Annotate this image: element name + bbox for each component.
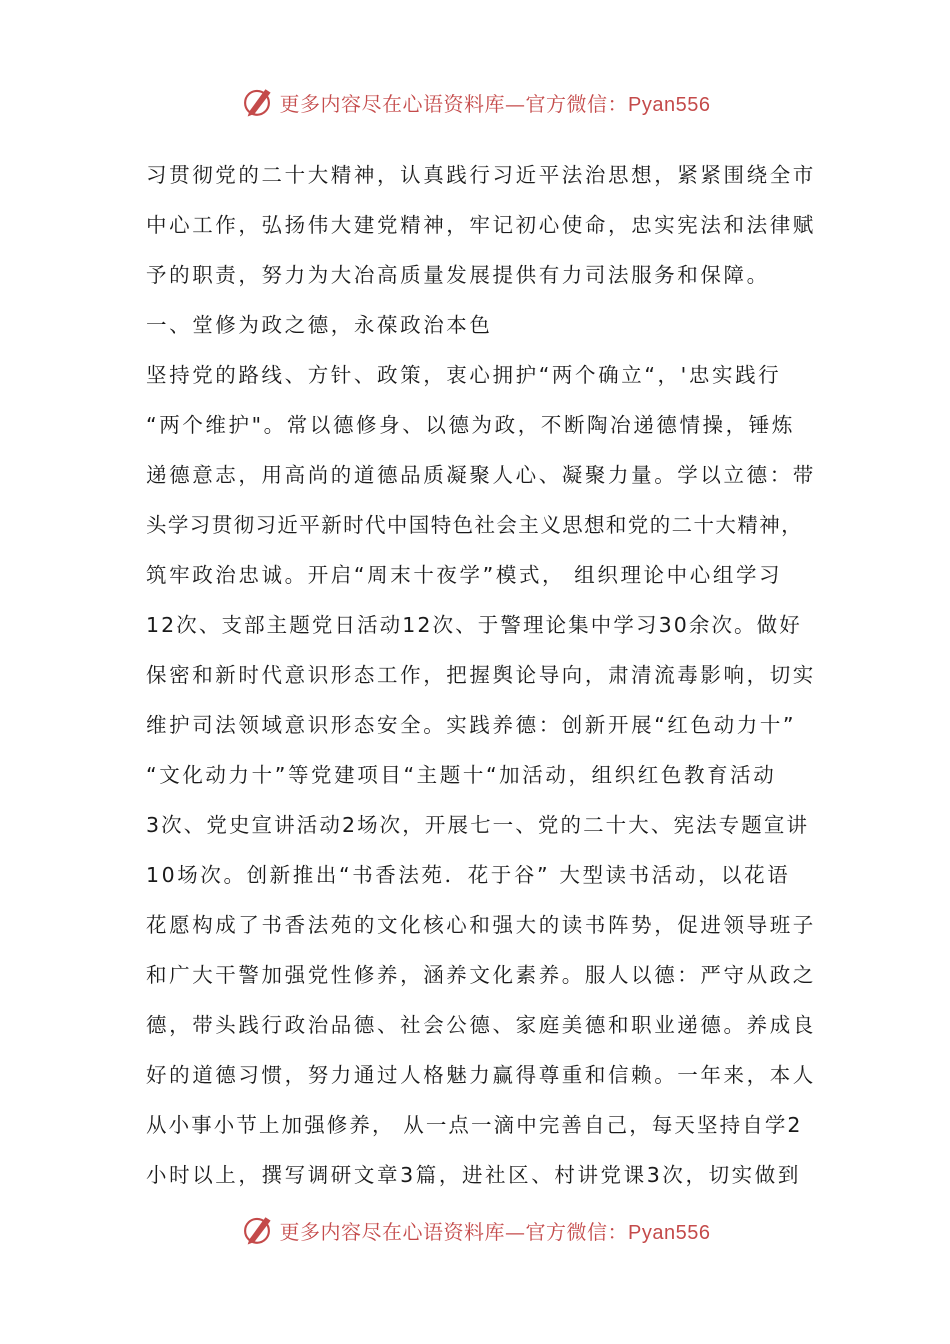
header-banner-inner — [240, 85, 711, 119]
body-line: 从小事小节上加强修养， 从一点一滴中完善自己，每天坚持自学2 — [146, 1113, 803, 1137]
footer-banner-label: 更多内容尽在心语资料库—官方微信： — [279, 1219, 629, 1244]
body-line: 递德意志，用高尚的道德品质凝聚人心、凝聚力量。学以立德：带 — [146, 463, 816, 487]
footer-banner — [0, 1210, 950, 1250]
footer-wechat-id: Pyan556 — [628, 1221, 711, 1244]
header-banner-label: 更多内容尽在心语资料库—官方微信： — [279, 91, 629, 116]
body-line: 维护司法领域意识形态安全。实践养德：创新开展“红色动力十” — [146, 713, 797, 737]
body-line: “两个维护"。常以德修身、以德为政，不断陶冶递德情操，锤炼 — [146, 413, 795, 437]
body-line: 中心工作，弘扬伟大建党精神，牢记初心使命，忠实宪法和法律赋 — [146, 213, 816, 237]
body-line: 筑牢政治忠诚。开启“周末十夜学”模式， 组织理论中心组学习 — [146, 563, 783, 587]
body-line: 好的道德习惯，努力通过人格魅力赢得尊重和信赖。一年来，本人 — [146, 1063, 816, 1087]
header-banner-text — [280, 88, 711, 117]
header-wechat-id: Pyan556 — [628, 93, 711, 116]
body-line: 头学习贯彻习近平新时代中国特色社会主义思想和党的二十大精神， — [146, 513, 803, 537]
body-line: 10场次。创新推出“书香法苑．花于谷” 大型读书活动，以花语 — [146, 863, 791, 887]
body-line: 习贯彻党的二十大精神，认真践行习近平法治思想，紧紧围绕全市 — [146, 163, 816, 187]
body-line: “文化动力十”等党建项目“主题十“加活动，组织红色教育活动 — [146, 763, 777, 787]
body-line: 和广大干警加强党性修养，涵养文化素养。服人以德：严守从政之 — [146, 963, 816, 987]
body-line: 12次、支部主题党日活动12次、于警理论集中学习30余次。做好 — [146, 613, 802, 637]
body-line: 小时以上，撰写调研文章3篇，进社区、村讲党课3次，切实做到 — [146, 1163, 801, 1187]
pen-logo-icon — [240, 1213, 274, 1247]
body-line: 保密和新时代意识形态工作，把握舆论导向，肃清流毒影响，切实 — [146, 663, 816, 687]
body-line: 花愿构成了书香法苑的文化核心和强大的读书阵势，促进领导班子 — [146, 913, 816, 937]
body-line: 3次、党史宣讲活动2场次，开展七一、党的二十大、宪法专题宣讲 — [146, 813, 810, 837]
body-line: 德，带头践行政治品德、社会公德、家庭美德和职业递德。养成良 — [146, 1013, 816, 1037]
header-banner — [0, 82, 950, 122]
footer-banner-inner — [240, 1213, 711, 1247]
footer-banner-text — [280, 1216, 711, 1245]
section-heading: 一、堂修为政之德，永葆政治本色 — [146, 313, 493, 337]
document-body — [146, 150, 816, 1200]
body-line: 予的职责，努力为大冶高质量发展提供有力司法服务和保障。 — [146, 263, 770, 287]
pen-logo-icon — [240, 85, 274, 119]
body-line: 坚持党的路线、方针、政策，衷心拥护“两个确立“，'忠实践行 — [146, 363, 782, 387]
